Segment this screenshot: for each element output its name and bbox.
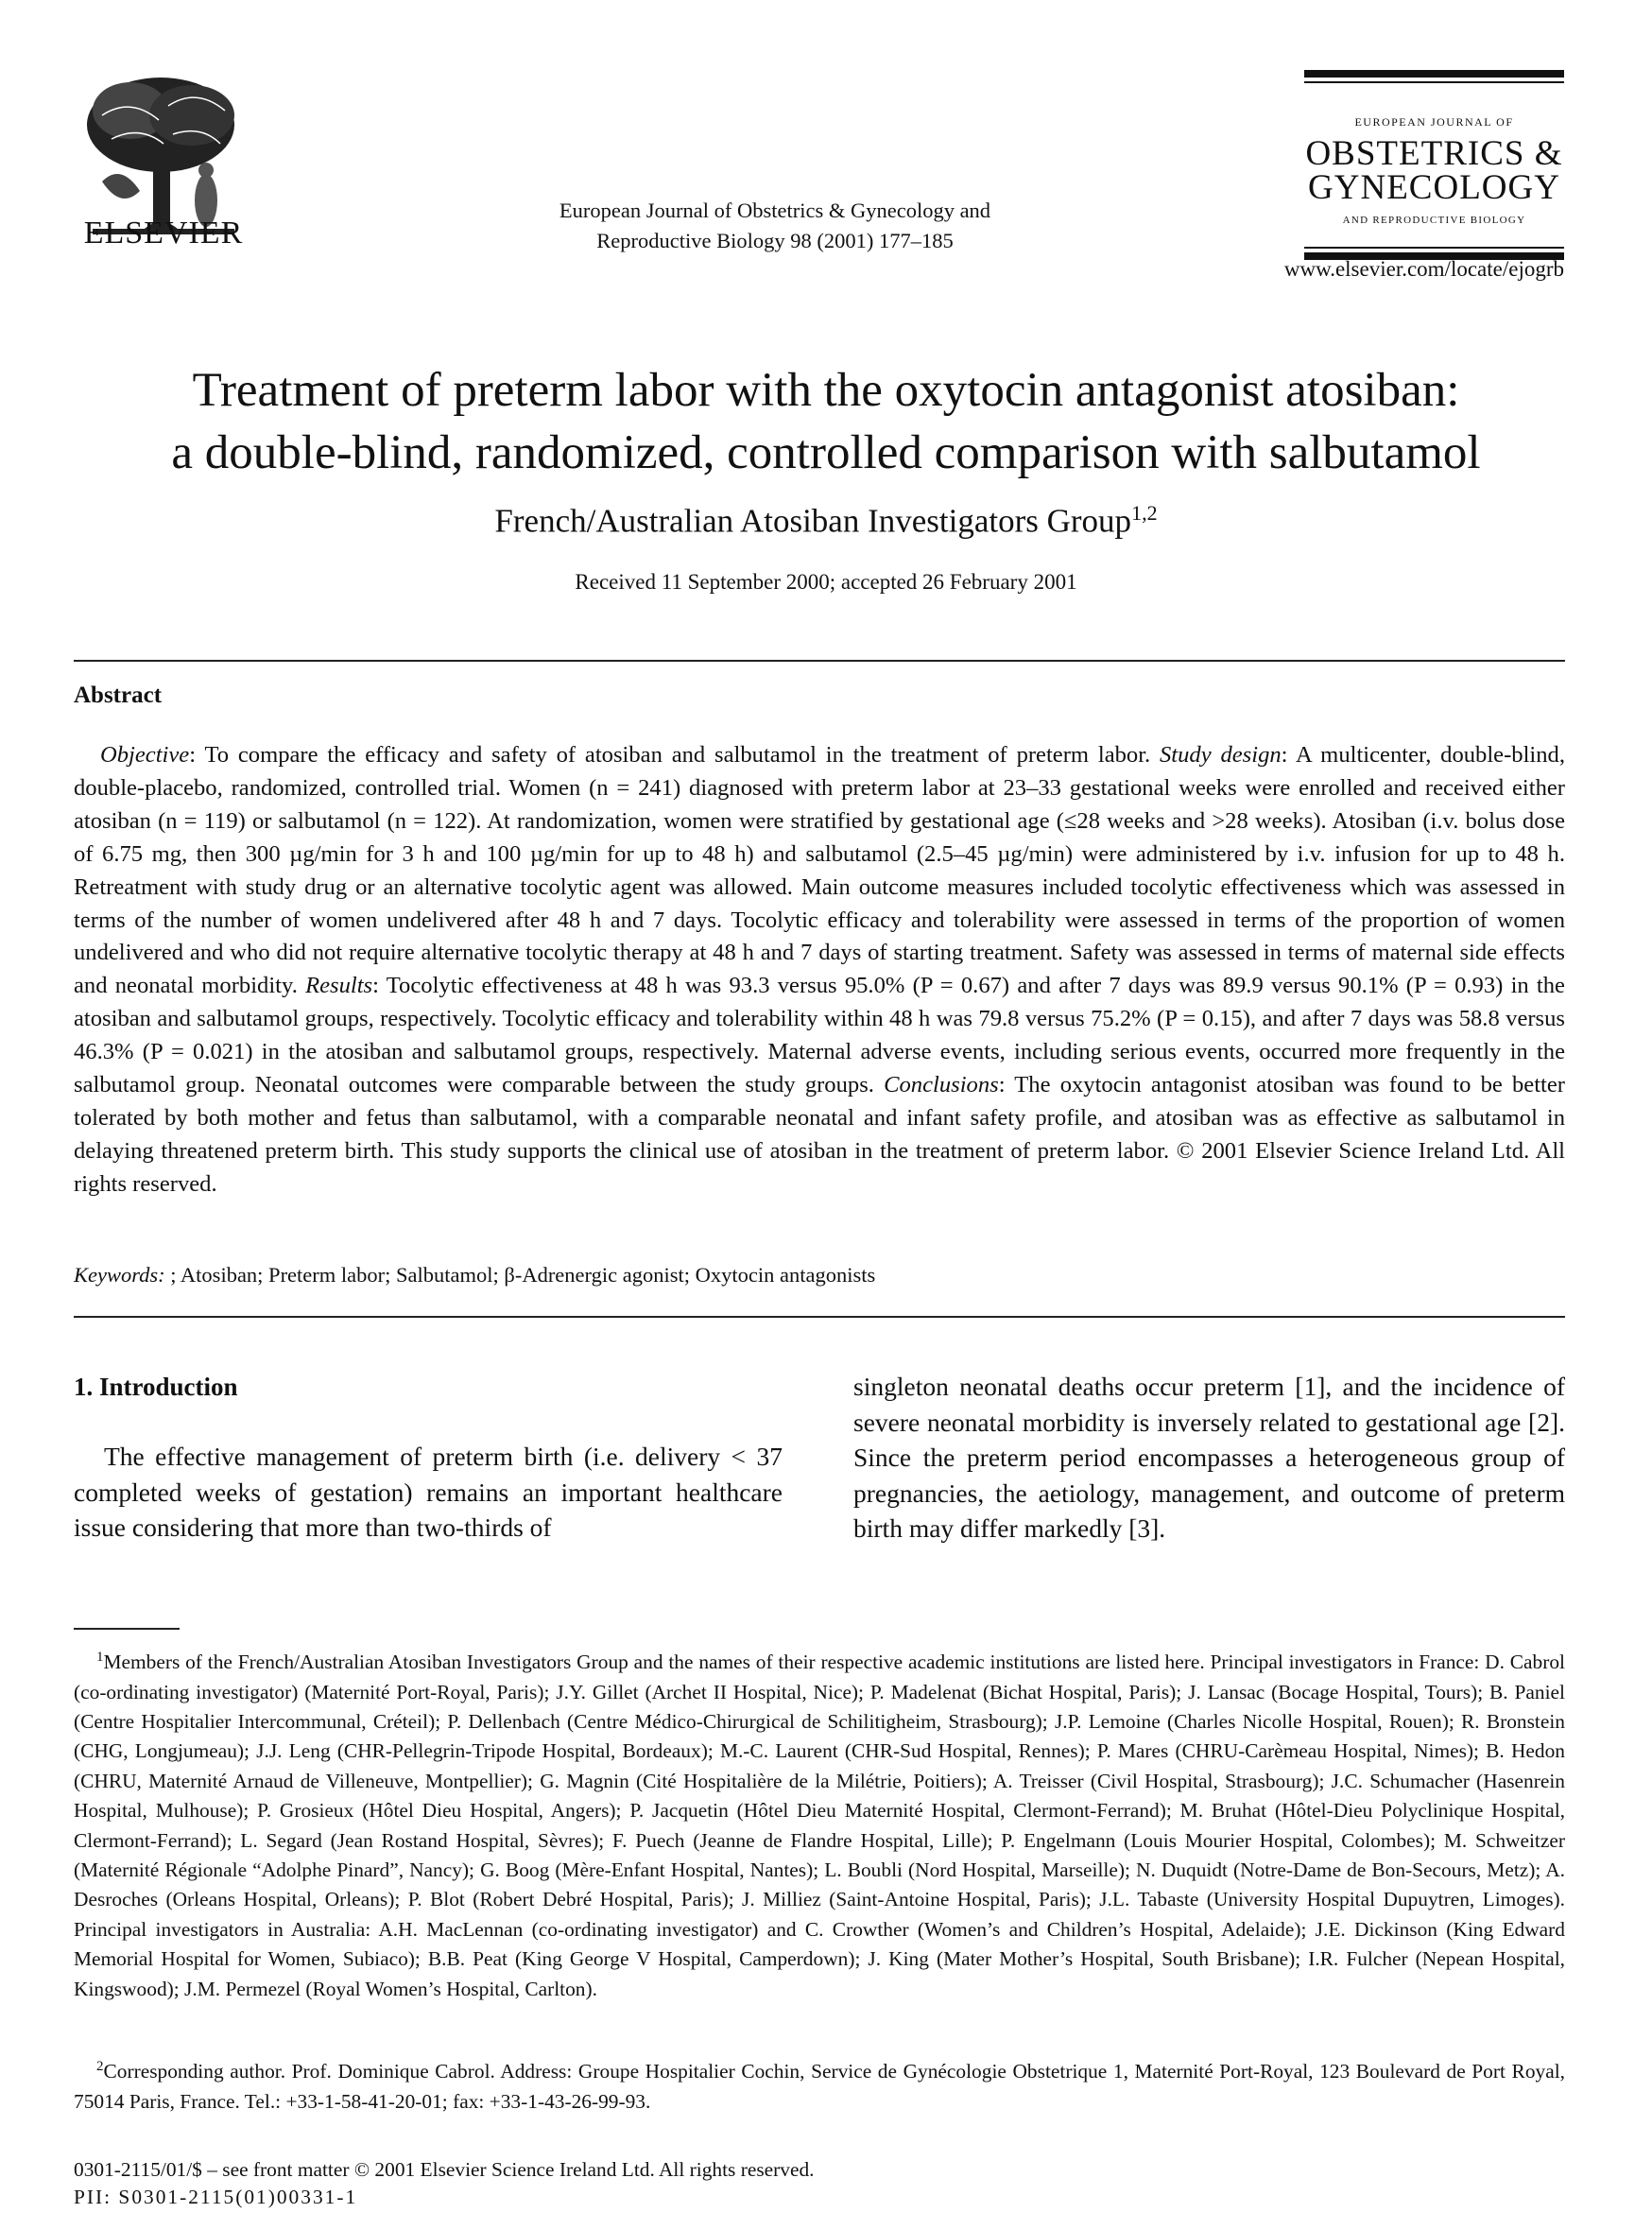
front-matter-line: 0301-2115/01/$ – see front matter © 2001 Elsevier Science Ireland Ltd. All rights reserved. — [74, 2158, 815, 2181]
conclusions-label: Conclusions — [884, 1072, 999, 1098]
footnote-1-mark: 1 — [96, 1650, 104, 1665]
footnote-1 — [74, 1643, 1565, 2004]
abstract-top-rule — [74, 660, 1565, 662]
results-label: Results — [305, 973, 373, 999]
pii-line: PII: S0301-2115(01)00331-1 — [74, 2186, 358, 2208]
conclusions-text: : The oxytocin antagonist atosiban was found to be better tolerated by both mother and fetus than salbutamol, with a comparable neonatal and infant safety profile, and atosiban was as effective as salbutamol in delaying threatened preterm birth. This study supports the clinical use of atosiban in the treatment of preterm labor. © 2001 Elsevier Science Ireland Ltd. All rights reserved. — [74, 1072, 1565, 1197]
title-line-1: Treatment of preterm labor with the oxytocin antagonist atosiban: — [192, 364, 1460, 417]
introduction-left-column: The effective management of preterm birth (i.e. delivery < 37 completed weeks of gestation) remains an important healthcare issue considering that more than two-thirds of — [74, 1442, 783, 1542]
author-footnote-marks[interactable]: 1,2 — [1131, 501, 1158, 525]
abstract-bottom-rule — [74, 1316, 1565, 1318]
introduction-right-column: singleton neonatal deaths occur preterm [1], and the incidence of severe neonatal morbidity is inversely related to gestational age [2]. Since the preterm period encompasses a heterogeneous group of pregnancies, the aetiology, management, and outcome of preterm birth may differ markedly [3]. — [853, 1372, 1565, 1543]
objective-text: : To compare the efficacy and safety of atosiban and salbutamol in the treatment of preterm labor. — [189, 742, 1160, 768]
journal-subtitle: AND REPRODUCTIVE BIOLOGY — [1342, 215, 1526, 226]
study-design-label: Study design — [1160, 742, 1282, 768]
objective-label: Objective — [100, 742, 190, 768]
received-dates: Received 11 September 2000; accepted 26 February 2001 — [575, 570, 1077, 594]
keywords-label: Keywords: — [74, 1263, 165, 1287]
title-line-2: a double-blind, randomized, controlled comparison with salbutamol — [171, 426, 1481, 479]
author-line — [76, 501, 1576, 541]
masthead-bottom-rule-thin — [1304, 247, 1564, 249]
masthead-top-rule — [1304, 70, 1564, 78]
journal-small-caption: EUROPEAN JOURNAL OF — [1354, 115, 1514, 129]
journal-url[interactable]: www.elsevier.com/locate/ejogrb — [1283, 257, 1564, 281]
abstract-body — [74, 739, 1565, 1201]
journal-masthead — [1304, 70, 1564, 260]
citation-line-1: European Journal of Obstetrics & Gynecology and — [559, 199, 991, 222]
study-design-text: : A multicenter, double-blind, double-placebo, randomized, controlled trial. Women (n = 241) diagnosed with preterm labor at 23–33 gestational weeks were enrolled and received either atosiban (n = 119) or salbutamol (n = 122). At randomization, women were stratified by gestational age (≤28 weeks and >28 weeks). Atosiban (i.v. bolus dose of 6.75 mg, then 300 µg/min for 3 h and 100 µg/min for up to 48 h) and salbutamol (2.5–45 µg/min) were administered by i.v. infusion for up to 48 h. Retreatment with study drug or an alternative tocolytic agent was allowed. Main outcome measures included tocolytic effectiveness which was assessed in terms of the number of women undelivered after 48 h and 7 days. Tocolytic efficacy and tolerability were assessed in terms of the proportion of women undelivered and who did not require alternative tocolytic therapy at 48 h and 7 days of starting treatment. Safety was assessed in terms of maternal side effects and neonatal morbidity. — [74, 742, 1565, 999]
journal-name-line-1: OBSTETRICS & — [1305, 134, 1563, 173]
keywords — [74, 1263, 1565, 1288]
footnote-2-mark: 2 — [96, 2059, 104, 2074]
keywords-text: ; Atosiban; Preterm labor; Salbutamol; β-Adrenergic agonist; Oxytocin antagonists — [164, 1263, 876, 1287]
footnote-rule — [74, 1628, 180, 1630]
journal-name-line-2: GYNECOLOGY — [1308, 168, 1560, 207]
journal-citation — [491, 196, 1058, 256]
publisher-name: ELSEVIER — [83, 216, 244, 251]
footnote-2 — [74, 2052, 1565, 2117]
authors: French/Australian Atosiban Investigators Group — [494, 502, 1132, 540]
footnote-1-text: Members of the French/Australian Atosiban Investigators Group and the names of their respective academic institutions are listed here. Principal investigators in France: D. Cabrol (co-ordinating investigator) (Maternité Port-Royal, Paris); J.Y. Gillet (Archet II Hospital, Nice); P. Madelenat (Bichat Hospital, Paris); J. Lansac (Bocage Hospital, Tours); B. Paniel (Centre Hospitalier Intercommunal, Créteil); P. Dellenbach (Centre Médico-Chirurgical de Schilitigheim, Strasbourg); J.P. Lemoine (Charles Nicolle Hospital, Rouen); R. Bronstein (CHG, Longjumeau); J.J. Leng (CHR-Pellegrin-Tripode Hospital, Bordeaux); M.-C. Laurent (CHR-Sud Hospital, Rennes); P. Mares (CHRU-Carèmeau Hospital, Nimes); B. Hedon (CHRU, Maternité Arnaud de Villeneuve, Montpellier); G. Magnin (Cité Hospitalière de la Milétrie, Poitiers); A. Treisser (Civil Hospital, Strasbourg); J.C. Schumacher (Hasenrein Hospital, Mulhouse); P. Grosieux (Hôtel Dieu Hospital, Angers); P. Jacquetin (Hôtel Dieu Maternité Hospital, Clermont-Ferrand); M. Bruhat (Hôtel-Dieu Polyclinique Hospital, Clermont-Ferrand); L. Segard (Jean Rostand Hospital, Sèvres); F. Puech (Jeanne de Flandre Hospital, Lille); P. Engelmann (Louis Mourier Hospital, Colombes); M. Schweitzer (Maternité Régionale “Adolphe Pinard”, Nancy); G. Boog (Mère-Enfant Hospital, Nantes); L. Boubli (Nord Hospital, Marseille); N. Duquidt (Notre-Dame de Bon-Secours, Metz); A. Desroches (Orleans Hospital, Orleans); P. Blot (Robert Debré Hospital, Paris); J. Milliez (Saint-Antoine Hospital, Paris); J.L. Tabaste (University Hospital Dupuytren, Limoges). Principal investigators in Australia: A.H. MacLennan (co-ordinating investigator) and C. Crowther (Women’s and Children’s Hospital, Adelaide); J.E. Dickinson (King Edward Memorial Hospital for Women, Subiaco); B.B. Peat (King George V Hospital, Camperdown); J. King (Mater Mother’s Hospital, South Brisbane); I.R. Fulcher (Nepean Hospital, Kingswood); J.M. Permezel (Royal Women’s Hospital, Carlton). — [74, 1651, 1565, 2000]
citation-line-2: Reproductive Biology 98 (2001) 177–185 — [596, 229, 954, 252]
section-heading-introduction: 1. Introduction — [74, 1373, 238, 1401]
masthead-top-rule-thin — [1304, 81, 1564, 83]
results-text: : Tocolytic effectiveness at 48 h was 93.3 versus 95.0% (P = 0.67) and after 7 days was 89.9 versus 90.1% (P = 0.93) in the atosiban and salbutamol groups, respectively. Tocolytic efficacy and tolerability within 48 h was 79.8 versus 75.2% (P = 0.15), and after 7 days was 58.8 versus 46.3% (P = 0.021) in the atosiban and salbutamol groups, respectively. Maternal adverse events, including serious events, occurred more frequently in the salbutamol group. Neonatal outcomes were comparable between the study groups. — [74, 973, 1565, 1098]
footnote-2-text: Corresponding author. Prof. Dominique Cabrol. Address: Groupe Hospitalier Cochin, Service de Gynécologie Obstetrique 1, Maternité Port-Royal, 123 Boulevard de Port Royal, 75014 Paris, France. Tel.: +33-1-58-41-20-01; fax: +33-1-43-26-99-93. — [74, 2060, 1565, 2113]
abstract-heading: Abstract — [74, 683, 163, 708]
article-title — [76, 359, 1576, 484]
